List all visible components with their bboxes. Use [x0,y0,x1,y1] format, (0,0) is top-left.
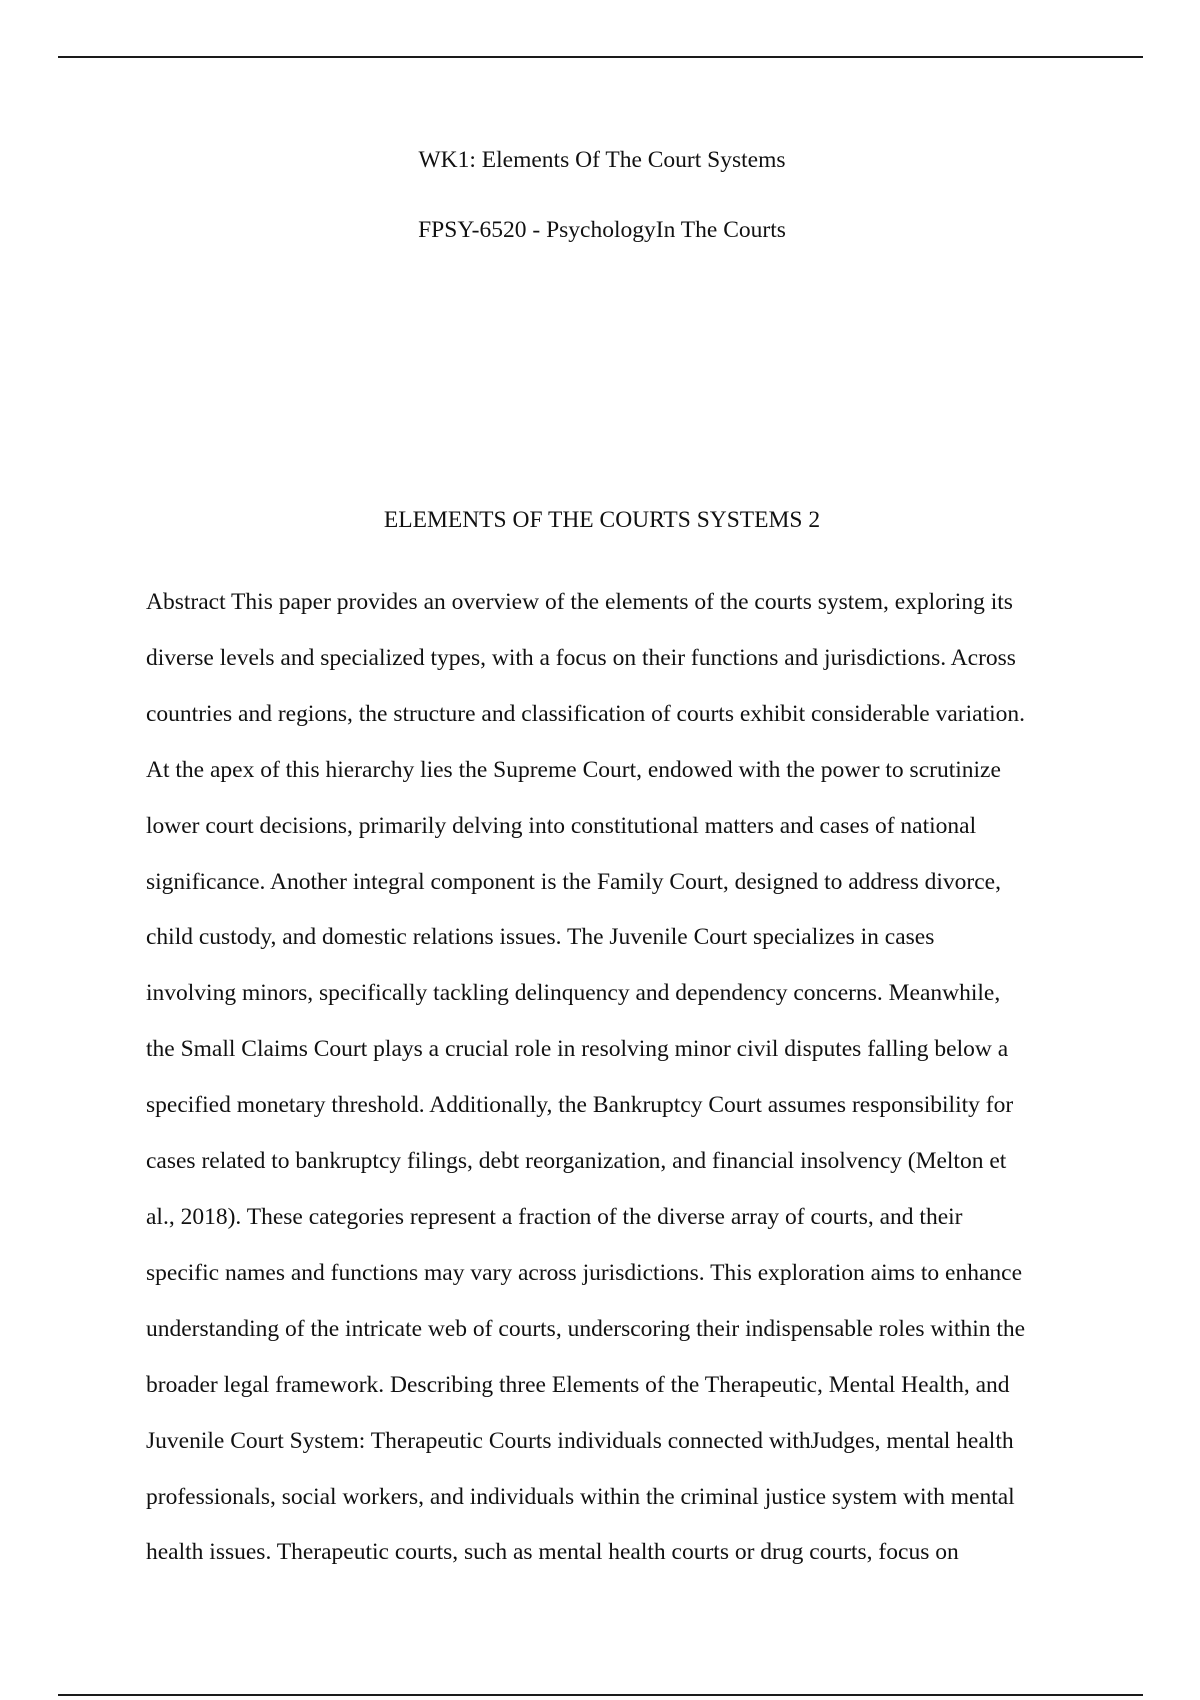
running-head: ELEMENTS OF THE COURTS SYSTEMS 2 [383,507,821,533]
page-bottom-rule [58,1694,1143,1696]
abstract-line: Abstract This paper provides an overview of the elements of the courts system, exploring its [146,589,1013,615]
abstract-line: al., 2018). These categories represent a fraction of the diverse array of courts, and their [146,1203,963,1230]
abstract-line: understanding of the intricate web of courts, underscoring their indispensable roles within the [146,1315,1026,1342]
abstract-line: specific names and functions may vary across jurisdictions. This exploration aims to enhance [146,1259,1023,1286]
abstract-paragraph [146,575,1058,1581]
abstract-line: countries and regions, the structure and classification of courts exhibit considerable variation. [146,700,1026,727]
abstract-line: significance. Another integral component is the Family Court, designed to address divorce, [146,868,1001,895]
abstract-line: cases related to bankruptcy filings, debt reorganization, and financial insolvency (Melton et [146,1148,1007,1175]
abstract-line: the Small Claims Court plays a crucial role in resolving minor civil disputes falling below a [146,1036,1009,1063]
abstract-line: health issues. Therapeutic courts, such as mental health courts or drug courts, focus on [146,1539,959,1566]
abstract-line: professionals, social workers, and individuals within the criminal justice system with mental [146,1483,1015,1510]
abstract-line: diverse levels and specialized types, with a focus on their functions and jurisdictions. Across [146,644,1016,671]
abstract-line: Juvenile Court System: Therapeutic Courts individuals connected withJudges, mental health [146,1427,1014,1454]
abstract-line: broader legal framework. Describing three Elements of the Therapeutic, Mental Health, and [146,1371,1010,1398]
abstract-line: lower court decisions, primarily delving into constitutional matters and cases of national [146,812,977,839]
document-page [146,0,1058,1700]
course-name: FPSY-6520 - PsychologyIn The Courts [418,217,786,243]
abstract-line: child custody, and domestic relations issues. The Juvenile Court specializes in cases [146,924,935,951]
abstract-line: At the apex of this hierarchy lies the Supreme Court, endowed with the power to scrutinize [146,756,1001,783]
abstract-line: specified monetary threshold. Additionally, the Bankruptcy Court assumes responsibility for [146,1092,1014,1119]
abstract-line: involving minors, specifically tackling delinquency and dependency concerns. Meanwhile, [146,980,1001,1007]
document-title: WK1: Elements Of The Court Systems [418,147,786,173]
title-block [146,145,1058,245]
